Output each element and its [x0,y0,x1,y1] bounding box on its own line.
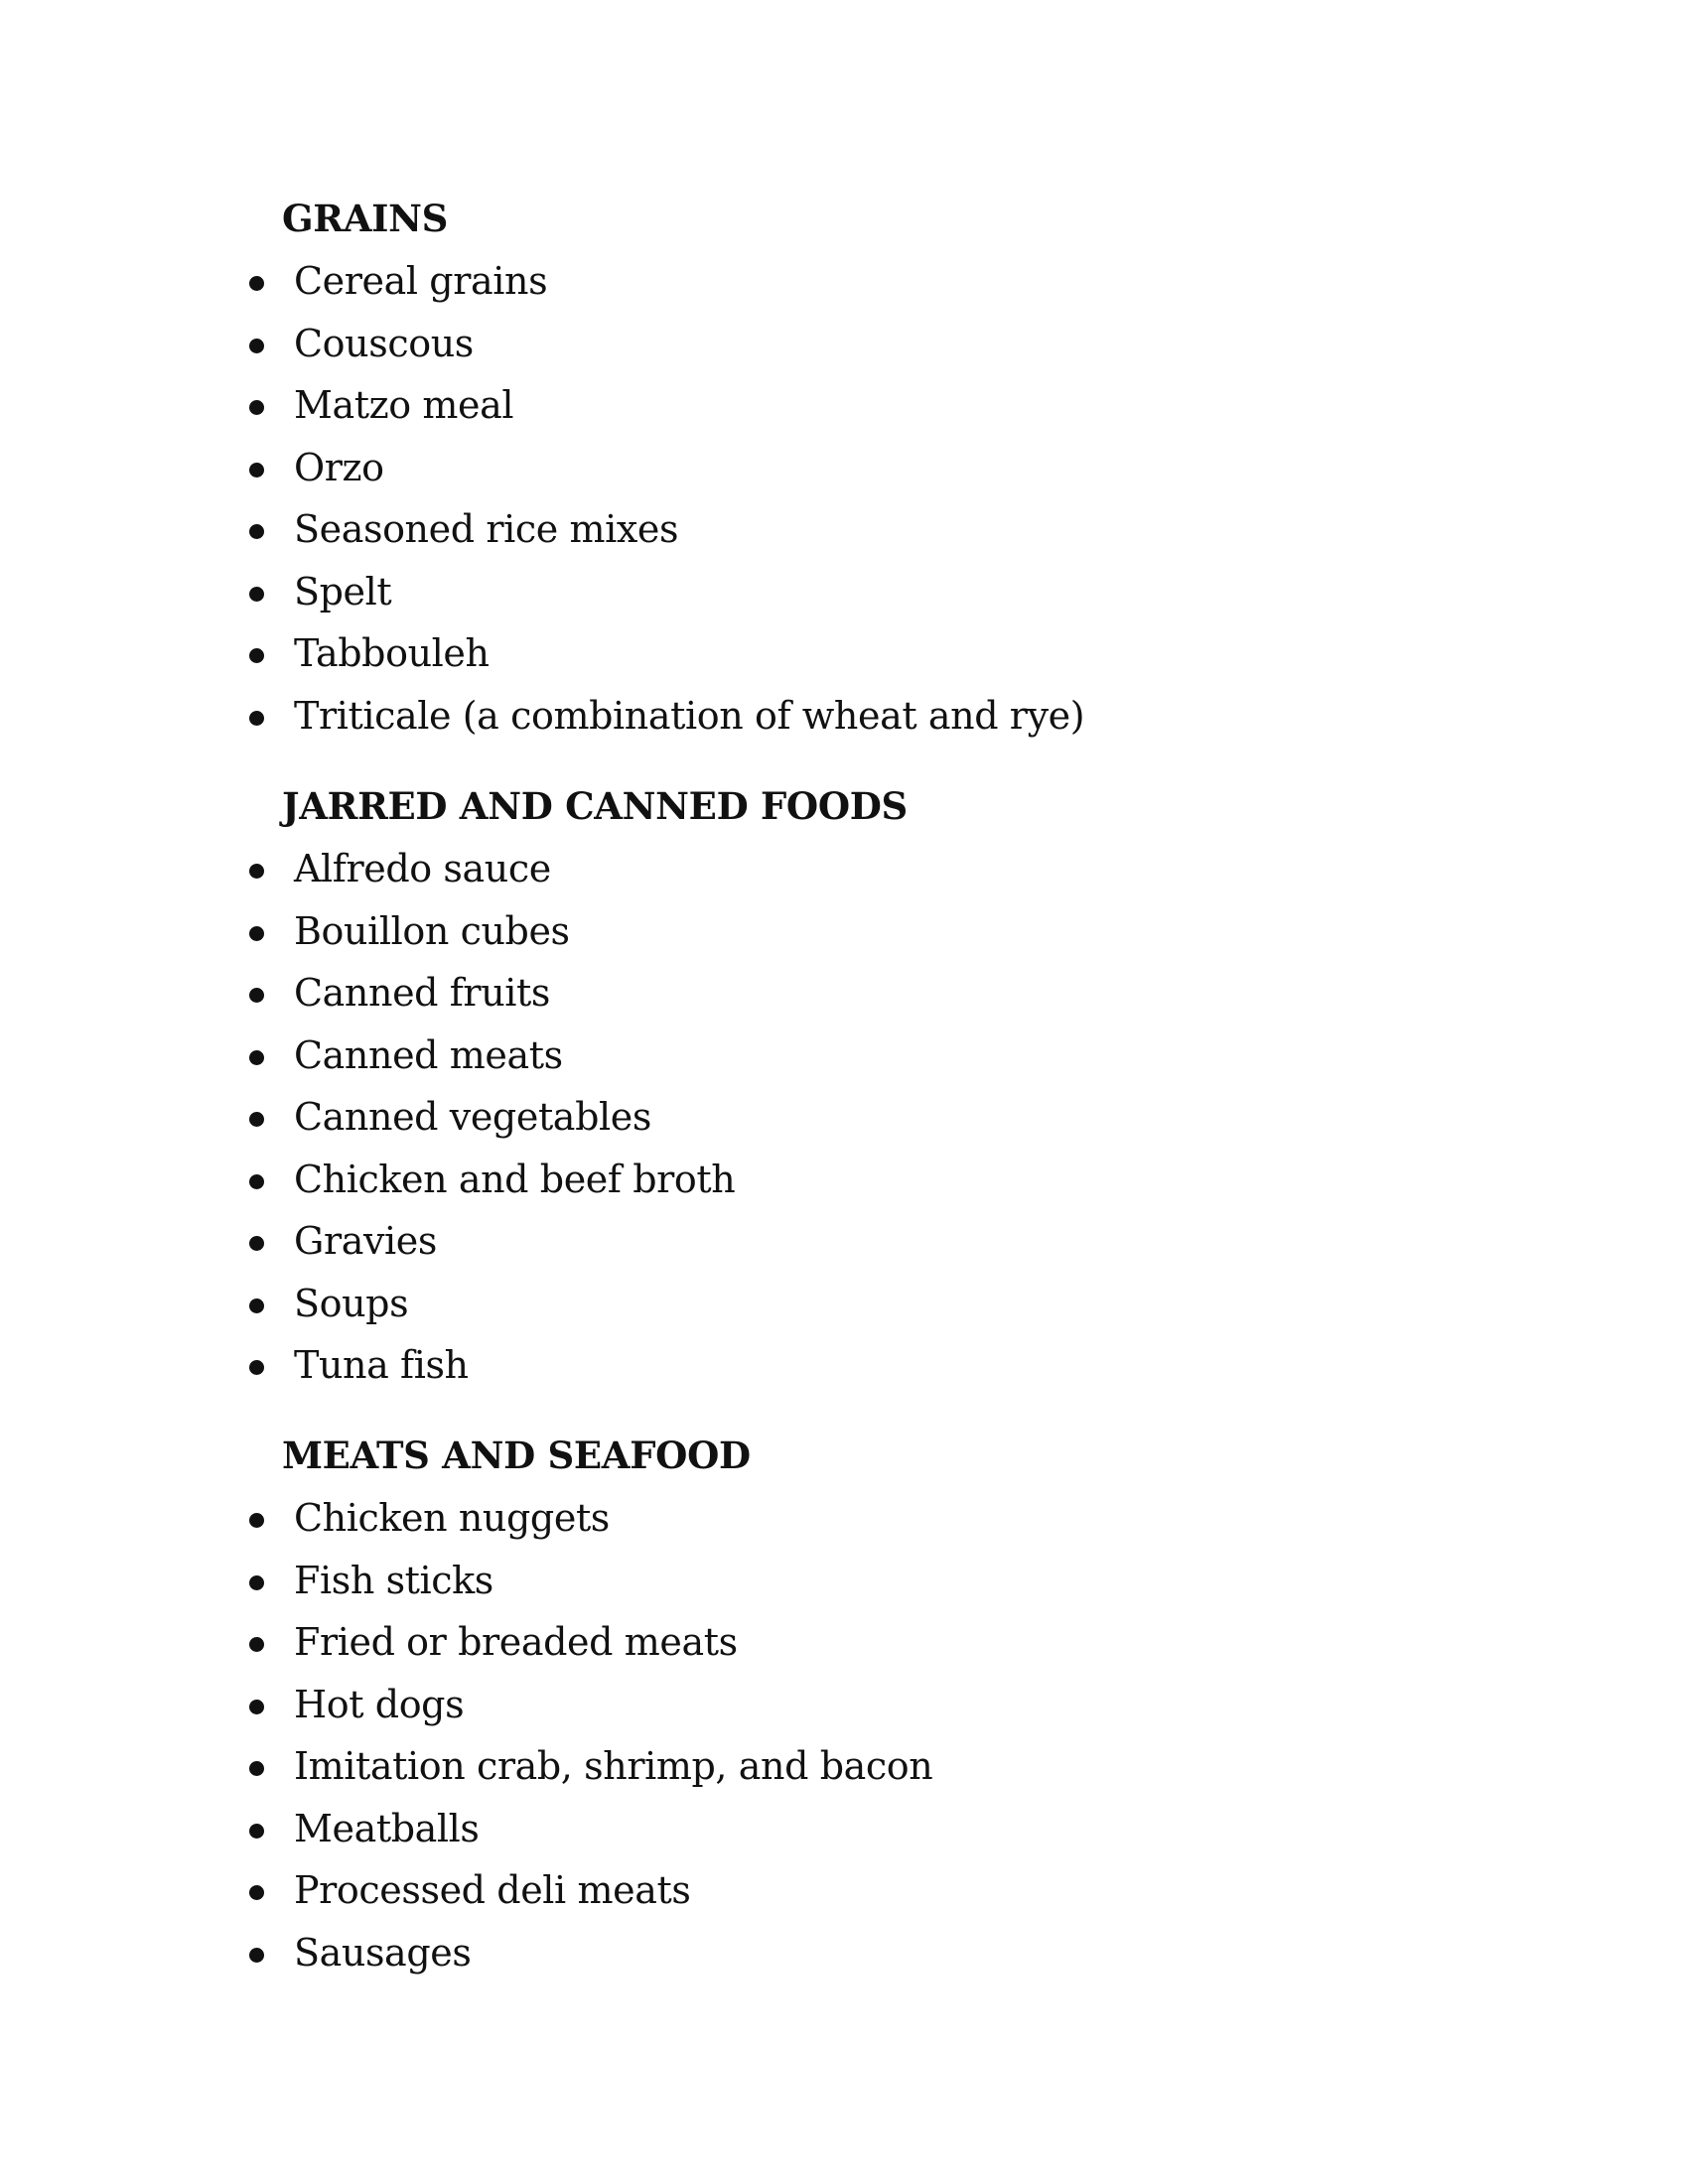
bullet-icon [249,1637,264,1652]
bullet-icon [249,1513,264,1528]
list-item-text: Bouillon cubes [294,908,570,953]
bullet-icon [249,988,264,1003]
list-item-text: Gravies [294,1219,437,1263]
bullet-icon [249,711,264,726]
list-item [0,691,1390,753]
bullet-icon [249,1360,264,1375]
bullet-icon [249,1761,264,1776]
bullet-icon [249,1174,264,1189]
bullet-icon [249,1824,264,1839]
list-item-text: Imitation crab, shrimp, and bacon [294,1744,933,1788]
list-item-text: Chicken nuggets [294,1496,610,1540]
list-item-text: Hot dogs [294,1682,465,1726]
list-item [0,1030,1390,1093]
bullet-icon [249,1236,264,1251]
list-item-text: Alfredo sauce [294,847,551,890]
list-item-text: Matzo meal [294,383,514,427]
list-item-text: Tabbouleh [294,631,490,675]
list-item-text: Seasoned rice mixes [294,507,679,551]
bullet-icon [249,1948,264,1963]
list-item [0,319,1390,381]
list-item-text: Spelt [294,569,392,614]
bullet-icon [249,276,264,291]
bullet-icon [249,1700,264,1714]
list-item [0,443,1390,505]
item-list [0,256,1390,752]
bullet-icon [249,1050,264,1065]
list-item [0,1804,1390,1866]
item-list [0,844,1390,1403]
bullet-icon [249,524,264,539]
bullet-icon [249,926,264,941]
list-item-text: Orzo [294,445,384,489]
bullet-icon [249,400,264,415]
list-item-text: Chicken and beef broth [294,1157,736,1201]
list-item [0,1741,1390,1804]
bullet-icon [249,463,264,478]
list-item-text: Sausages [294,1930,472,1975]
bullet-icon [249,864,264,879]
list-item-text: Soups [294,1281,409,1325]
list-item [0,628,1390,691]
list-item-text: Canned fruits [294,971,550,1015]
list-item [0,1680,1390,1742]
list-item [0,1617,1390,1680]
list-item [0,256,1390,319]
list-item-text: Canned meats [294,1032,563,1077]
list-item-text: Fish sticks [294,1558,493,1602]
bullet-icon [249,339,264,353]
list-item [0,968,1390,1030]
list-item-text: Canned vegetables [294,1095,651,1139]
list-item-text: Couscous [294,321,474,365]
list-item [0,1216,1390,1279]
section-heading: GRAINS [282,197,449,240]
list-item [0,567,1390,629]
item-list [0,1493,1390,1989]
list-item [0,1865,1390,1928]
list-item [0,1279,1390,1341]
bullet-icon [249,1112,264,1127]
list-item [0,844,1390,906]
list-item-text: Triticale (a combination of wheat and rye) [294,693,1085,738]
list-item [0,1493,1390,1556]
list-item [0,1340,1390,1403]
list-item [0,1092,1390,1155]
section-heading: MEATS AND SEAFOOD [282,1433,751,1477]
list-item [0,1928,1390,1990]
list-item [0,380,1390,443]
list-item [0,1155,1390,1217]
list-item [0,1556,1390,1618]
section-heading: JARRED AND CANNED FOODS [282,784,908,828]
list-item-text: Processed deli meats [294,1868,691,1912]
list-item [0,906,1390,969]
bullet-icon [249,1298,264,1313]
list-item-text: Fried or breaded meats [294,1620,738,1664]
list-item [0,504,1390,567]
bullet-icon [249,587,264,602]
list-item-text: Tuna fish [294,1343,469,1387]
bullet-icon [249,648,264,663]
list-item-text: Meatballs [294,1806,480,1850]
list-item-text: Cereal grains [294,259,548,303]
bullet-icon [249,1575,264,1590]
bullet-icon [249,1885,264,1900]
